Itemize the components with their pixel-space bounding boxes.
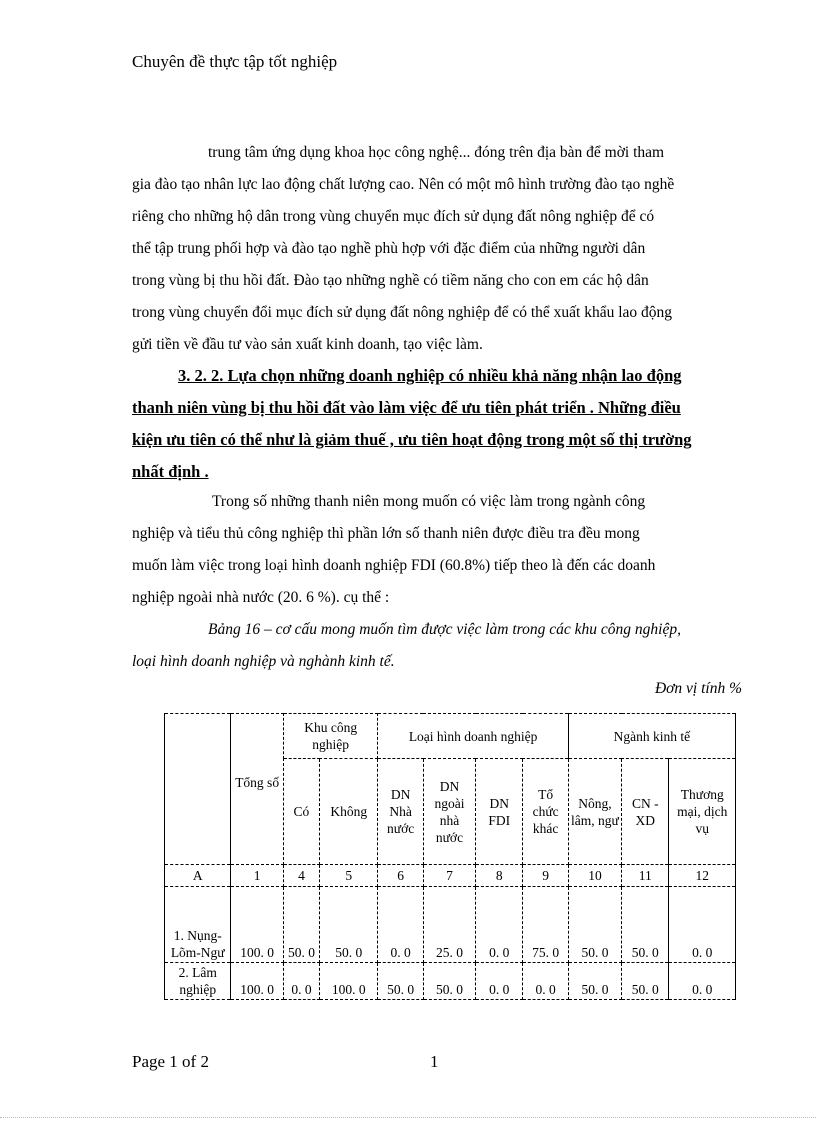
table-row: [165, 887, 736, 963]
heading-line: 3. 2. 2. Lựa chọn những doanh nghiệp có nhiều khả năng nhận lao động: [178, 366, 682, 385]
row-label-cell: 2. Lâm nghiệp: [165, 963, 231, 1000]
table-cell: 50. 0: [622, 963, 669, 1000]
caption-line: loại hình doanh nghiệp và nghành kinh tế.: [132, 653, 395, 670]
header-cell: Có: [283, 759, 319, 865]
page-header: Chuyên đề thực tập tốt nghiệp: [132, 52, 338, 71]
table-cell: 0. 0: [476, 963, 523, 1000]
table-cell: 50. 0: [568, 887, 621, 963]
index-cell: 8: [476, 865, 523, 887]
data-table: [164, 713, 736, 1000]
table-header-row: [165, 714, 736, 759]
header-cell: DN FDI: [476, 759, 523, 865]
heading-line: kiện ưu tiên có thể như là giảm thuế , ưu tiên hoạt động trong một số thị trường: [132, 430, 692, 449]
paragraph-line: gửi tiền về đầu tư vào sản xuất kinh doanh, tạo việc làm.: [132, 336, 483, 353]
table-cell: 100. 0: [231, 963, 283, 1000]
heading-line: thanh niên vùng bị thu hồi đất vào làm việc để ưu tiên phát triển . Những điều: [132, 398, 681, 417]
header-cell: Tổ chức khác: [523, 759, 568, 865]
row-label-cell: 1. Nụng-Lõm-Ngư: [165, 887, 231, 963]
table-cell: 50. 0: [320, 887, 378, 963]
index-cell: 5: [320, 865, 378, 887]
table-caption: [132, 614, 744, 678]
header-cell-empty: [165, 714, 231, 865]
paragraph-1: [132, 137, 742, 361]
unit-label: Đơn vị tính %: [654, 680, 742, 697]
paragraph-2: [132, 486, 742, 614]
header-cell: Nông, lâm, ngư: [568, 759, 621, 865]
header-cell: Thương mại, dịch vụ: [669, 759, 736, 865]
table-cell: 50. 0: [622, 887, 669, 963]
table-row: [165, 963, 736, 1000]
header-cell: CN - XD: [622, 759, 669, 865]
group-header-cell: Khu công nghiệp: [283, 714, 378, 759]
table-cell: 0. 0: [669, 963, 736, 1000]
table-index-row: [165, 865, 736, 887]
table-cell: 50. 0: [423, 963, 475, 1000]
footer-page-number: 1: [430, 1052, 439, 1071]
table-cell: 0. 0: [669, 887, 736, 963]
table-cell: 50. 0: [283, 887, 319, 963]
index-cell: A: [165, 865, 231, 887]
heading-line: nhất định .: [132, 462, 209, 481]
paragraph-line: muốn làm việc trong loại hình doanh nghiệp FDI (60.8%) tiếp theo là đến các doanh: [132, 557, 656, 574]
paragraph-line: Trong số những thanh niên mong muốn có việc làm trong ngành công: [212, 493, 646, 510]
paragraph-line: trong vùng bị thu hồi đất. Đào tạo những nghề có tiềm năng cho con em các hộ dân: [132, 272, 649, 289]
page-bottom-rule: [0, 1117, 816, 1118]
index-cell: 1: [231, 865, 283, 887]
table-cell: 50. 0: [378, 963, 423, 1000]
table-cell: 50. 0: [568, 963, 621, 1000]
caption-line: Bảng 16 – cơ cấu mong muốn tìm được việc làm trong các khu công nghiệp,: [208, 621, 681, 638]
table-cell: 75. 0: [523, 887, 568, 963]
table-cell: 25. 0: [423, 887, 475, 963]
header-cell: Tổng số: [231, 714, 283, 865]
paragraph-line: gia đào tạo nhân lực lao động chất lượng cao. Nên có một mô hình trường đào tạo nghề: [132, 176, 675, 193]
table-cell: 0. 0: [523, 963, 568, 1000]
paragraph-line: nghiệp ngoài nhà nước (20. 6 %). cụ thể :: [132, 589, 390, 606]
paragraph-line: thể tập trung phối hợp và đào tạo nghề phù hợp với đặc điểm của những người dân: [132, 240, 646, 257]
header-cell: DN ngoài nhà nước: [423, 759, 475, 865]
table-cell: 100. 0: [320, 963, 378, 1000]
index-cell: 12: [669, 865, 736, 887]
group-header-cell: Loại hình doanh nghiệp: [378, 714, 568, 759]
index-cell: 9: [523, 865, 568, 887]
header-cell: DN Nhà nước: [378, 759, 423, 865]
paragraph-line: trung tâm ứng dụng khoa học công nghệ... đóng trên địa bàn để mời tham: [208, 144, 665, 161]
index-cell: 4: [283, 865, 319, 887]
table-cell: 0. 0: [378, 887, 423, 963]
paragraph-line: nghiệp và tiểu thủ công nghiệp thì phần lớn số thanh niên được điều tra đều mong: [132, 525, 640, 542]
table-cell: 0. 0: [283, 963, 319, 1000]
index-cell: 7: [423, 865, 475, 887]
paragraph-line: trong vùng chuyển đổi mục đích sử dụng đất nông nghiệp để có thể xuất khẩu lao động: [132, 304, 673, 321]
footer-page-label: Page 1 of 2: [132, 1052, 209, 1071]
section-heading: [132, 360, 744, 488]
header-cell: Không: [320, 759, 378, 865]
table-cell: 0. 0: [476, 887, 523, 963]
group-header-cell: Ngành kinh tế: [568, 714, 735, 759]
index-cell: 10: [568, 865, 621, 887]
index-cell: 11: [622, 865, 669, 887]
index-cell: 6: [378, 865, 423, 887]
table-cell: 100. 0: [231, 887, 283, 963]
paragraph-line: riêng cho những hộ dân trong vùng chuyển mục đích sử dụng đất nông nghiệp để có: [132, 208, 655, 225]
